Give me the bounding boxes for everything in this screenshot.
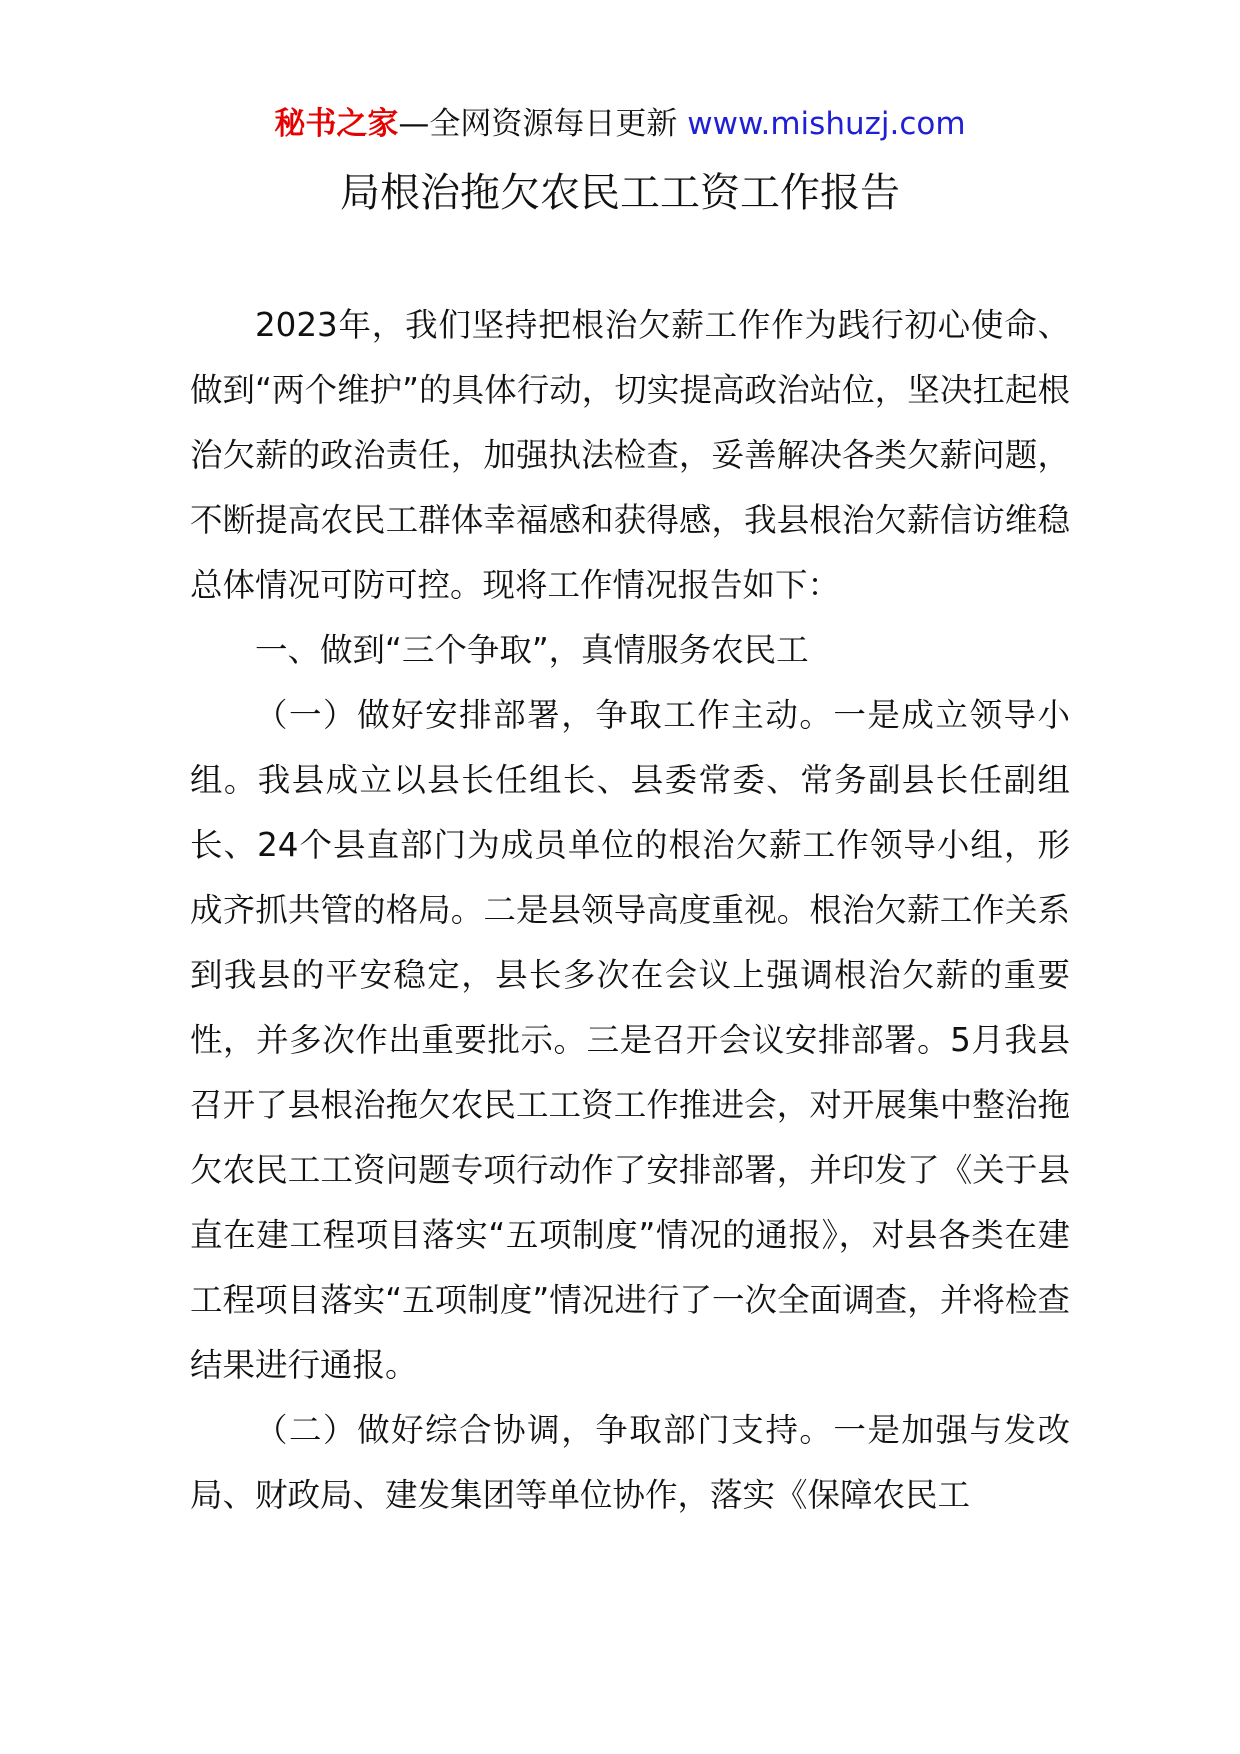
section-heading-1: 一、做到“三个争取”，真情服务农民工 (255, 631, 809, 669)
document-body (190, 293, 1070, 1528)
header-slogan: —全网资源每日更新 (398, 106, 678, 142)
site-header (0, 104, 1240, 144)
document-title: 局根治拖欠农民工工资工作报告 (340, 170, 900, 216)
site-url-link[interactable]: www.mishuzj.com (687, 106, 966, 142)
subsection-paragraph-2: （二）做好综合协调，争取部门支持。一是加强与发改局、财政局、建发集团等单位协作，落实《保障农民工 (190, 1411, 1070, 1514)
brand-name: 秘书之家 (274, 106, 399, 142)
subsection-paragraph-1: （一）做好安排部署，争取工作主动。一是成立领导小组。我县成立以县长任组长、县委常委、常务副县长任副组长、24个县直部门为成员单位的根治欠薪工作领导小组，形成齐抓共管的格局。二是县领导高度重视。根治欠薪工作关系到我县的平安稳定，县长多次在会议上强调根治欠薪的重要性，并多次作出重要批示。三是召开会议安排部署。5月我县召开了县根治拖欠农民工工资工作推进会，对开展集中整治拖欠农民工工资问题专项行动作了安排部署，并印发了《关于县直在建工程项目落实“五项制度”情况的通报》，对县各类在建工程项目落实“五项制度”情况进行了一次全面调查，并将检查结果进行通报。 (190, 696, 1070, 1384)
intro-paragraph: 2023年，我们坚持把根治欠薪工作作为践行初心使命、做到“两个维护”的具体行动，切实提高政治站位，坚决扛起根治欠薪的政治责任，加强执法检查，妥善解决各类欠薪问题，不断提高农民工群体幸福感和获得感，我县根治欠薪信访维稳总体情况可防可控。现将工作情况报告如下： (190, 306, 1070, 604)
